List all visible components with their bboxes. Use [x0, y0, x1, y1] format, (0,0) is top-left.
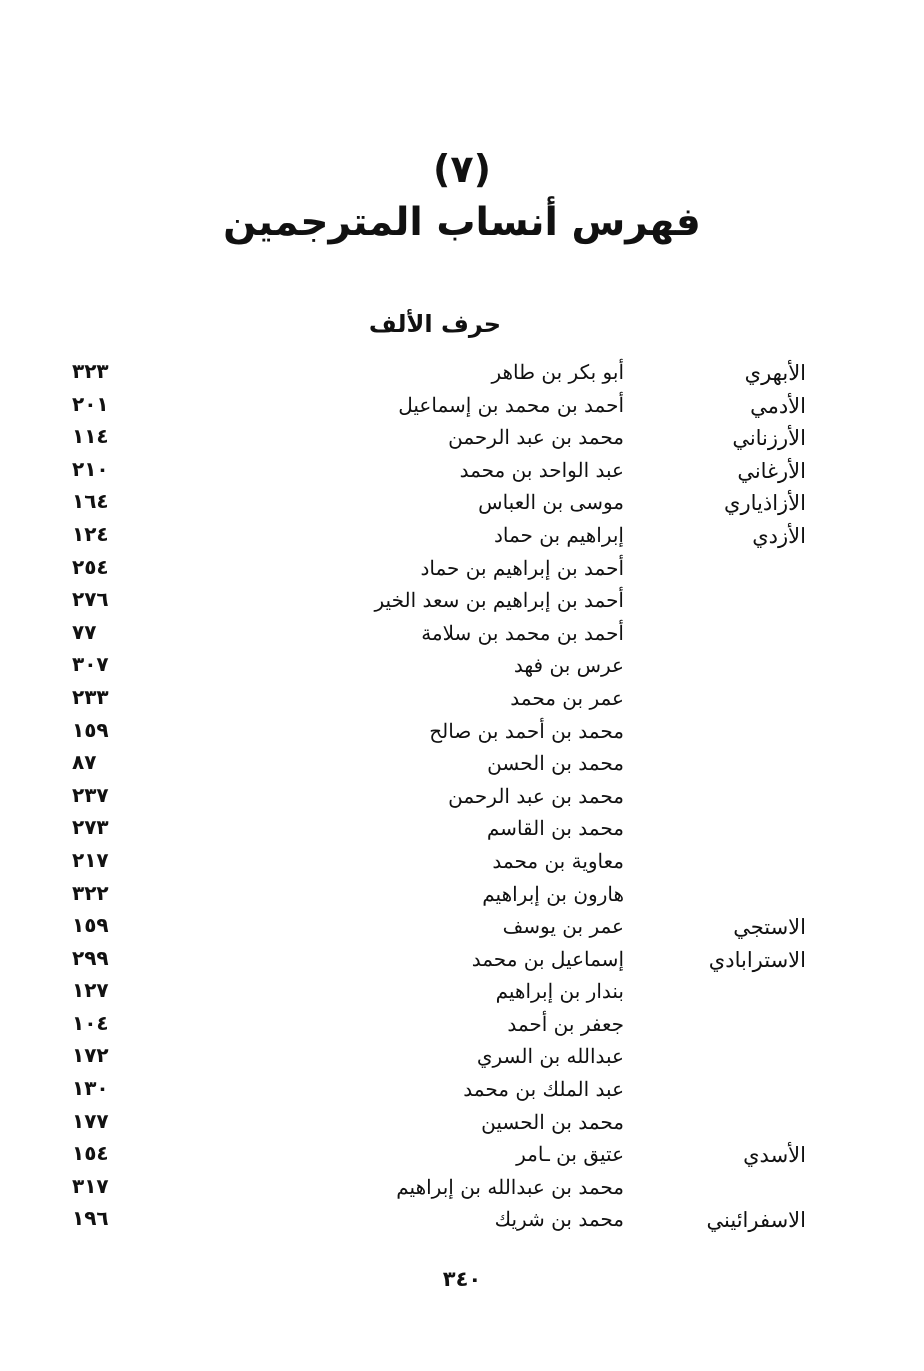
person-name: محمد بن القاسم	[486, 816, 624, 841]
person-name: عبد الملك بن محمد	[463, 1077, 624, 1102]
index-row	[0, 1203, 924, 1236]
index-row	[0, 845, 924, 878]
nisba: الأبهري	[744, 361, 806, 385]
person-name: محمد بن الحسين	[481, 1109, 624, 1134]
page-reference: ١٥٩	[72, 717, 109, 742]
index-row	[0, 682, 924, 715]
index-row	[0, 975, 924, 1008]
page-reference: ١٦٤	[72, 489, 109, 514]
page-reference: ٢١٠	[72, 456, 109, 481]
index-row	[0, 649, 924, 682]
person-name: محمد بن شريك	[494, 1207, 624, 1232]
person-name: عبد الواحد بن محمد	[459, 457, 624, 482]
page-reference: ٢١٧	[72, 847, 109, 872]
nisba: الاستجي	[733, 915, 806, 940]
nisba: الاسفرائيني	[706, 1208, 806, 1233]
index-row	[0, 747, 924, 780]
person-name: محمد بن عبد الرحمن	[448, 425, 624, 450]
index-row	[0, 356, 924, 389]
page-reference: ٢٩٩	[72, 945, 109, 970]
index-row	[0, 943, 924, 976]
page-reference: ٧٧	[72, 619, 97, 644]
page-reference: ٣٠٧	[72, 652, 109, 677]
person-name: إبراهيم بن حماد	[493, 522, 624, 547]
nisba: الاسترابادي	[708, 947, 806, 972]
nisba: الأرزناني	[732, 426, 806, 451]
nisba: الأسدي	[743, 1143, 806, 1168]
index-row	[0, 1073, 924, 1106]
index-row	[0, 584, 924, 617]
page-reference: ١٢٧	[72, 978, 109, 1003]
person-name: موسى بن العباس	[478, 490, 624, 515]
page-reference: ٢٣٣	[72, 684, 109, 709]
person-name: محمد بن عبد الرحمن	[448, 783, 624, 808]
index-row	[0, 878, 924, 911]
person-name: أحمد بن محمد بن سلامة	[421, 620, 624, 645]
index-row	[0, 1008, 924, 1041]
person-name: هارون بن إبراهيم	[482, 881, 624, 906]
index-row	[0, 389, 924, 422]
index-row	[0, 1106, 924, 1139]
index-entries	[0, 356, 924, 1236]
index-row	[0, 486, 924, 519]
person-name: جعفر بن أحمد	[507, 1011, 624, 1036]
page-number: ٣٤٠	[442, 1267, 482, 1291]
index-row	[0, 421, 924, 454]
person-name: عتيق بن ـامر	[516, 1142, 624, 1167]
index-row	[0, 454, 924, 487]
index-row	[0, 910, 924, 943]
page-reference: ١٠٤	[72, 1010, 109, 1035]
index-row	[0, 552, 924, 585]
page-reference: ٢٣٧	[72, 782, 109, 807]
page-reference: ٢٧٦	[72, 587, 109, 612]
person-name: عرس بن فهد	[513, 653, 624, 678]
index-row	[0, 1040, 924, 1073]
person-name: محمد بن أحمد بن صالح	[429, 718, 624, 743]
nisba: الأزاذياري	[724, 491, 806, 516]
letter-heading: حرف الألف	[368, 310, 502, 338]
person-name: أحمد بن إبراهيم بن سعد الخير	[374, 588, 624, 613]
person-name: عمر بن يوسف	[502, 914, 624, 939]
person-name: أبو بكر بن طاهر	[491, 360, 624, 384]
page-reference: ٣٢٢	[72, 880, 109, 905]
section-number: (٧)	[433, 147, 491, 191]
page-reference: ٣١٧	[72, 1173, 109, 1198]
index-row	[0, 812, 924, 845]
page-reference: ١٥٤	[72, 1141, 109, 1166]
page-reference: ٢٧٣	[72, 815, 109, 840]
person-name: محمد بن عبدالله بن إبراهيم	[396, 1174, 624, 1199]
index-row	[0, 780, 924, 813]
person-name: بندار بن إبراهيم	[495, 979, 624, 1004]
page-reference: ٨٧	[72, 750, 97, 775]
page-reference: ١٩٦	[72, 1206, 109, 1231]
person-name: إسماعيل بن محمد	[471, 946, 624, 971]
index-row	[0, 1138, 924, 1171]
index-row	[0, 519, 924, 552]
nisba: الأدمي	[750, 393, 806, 418]
page-reference: ١٣٠	[72, 1076, 109, 1101]
page-reference: ٢٠١	[72, 391, 109, 416]
nisba: الأرغاني	[737, 458, 806, 483]
index-row	[0, 715, 924, 748]
page-reference: ١٥٩	[72, 913, 109, 938]
person-name: أحمد بن محمد بن إسماعيل	[398, 392, 624, 417]
index-row	[0, 1171, 924, 1204]
page-reference: ٢٥٤	[72, 554, 109, 579]
person-name: أحمد بن إبراهيم بن حماد	[420, 555, 624, 580]
person-name: عمر بن محمد	[510, 685, 624, 710]
nisba: الأزدي	[752, 523, 806, 548]
person-name: عبدالله بن السري	[476, 1044, 624, 1069]
page-reference: ١٢٤	[72, 521, 109, 546]
person-name: محمد بن الحسن	[487, 751, 624, 776]
page-title: فهرس أنساب المترجمين	[223, 200, 701, 245]
page-reference: ١١٤	[72, 424, 109, 449]
person-name: معاوية بن محمد	[492, 848, 624, 873]
page-reference: ٣٢٣	[72, 359, 109, 383]
page-reference: ١٧٢	[72, 1043, 109, 1068]
index-row	[0, 617, 924, 650]
page-reference: ١٧٧	[72, 1108, 109, 1133]
